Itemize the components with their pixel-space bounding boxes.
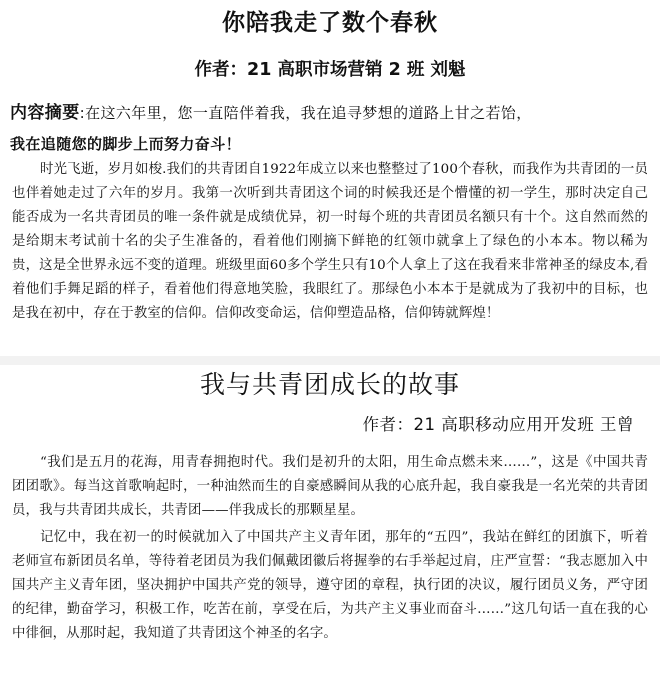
article2-title: 我与共青团成长的故事 [199,370,460,399]
abstract-line-2: 我在追随您的脚步上而努力奋斗！ [10,135,242,153]
article1-title: 你陪我走了数个春秋 [222,10,438,36]
article2-paragraph-2: 记忆中，我在初一的时候就加入了中国共产主义青年团，那年的“五四”，我站在鲜红的团旗下，听着老师宣布新团员名单，等待着老团员为我们佩戴团徽后将握拳的右手举起过肩，庄严宣誓：“我志愿加入中国共产主义青年团，坚决拥护中国共产党的领导，遵守团的章程，执行团的决议，履行团员义务，严守团的纪律，勤奋学习，积极工作，吃苦在前，享受在后，为共产主义事业而奋斗……”这几句话一直在我的心中徘徊，从那时起，我知道了共青团这个神圣的名字。 [12,530,648,641]
article2-author: 作者：21 高职移动应用开发班 王曾 [362,415,634,434]
abstract-label: 内容摘要 [10,103,80,123]
article-card-2 [0,365,660,680]
article1-body: 时光飞逝，岁月如梭.我们的共青团自1922年成立以来也整整过了100个春秋，而我作为共青团的一员也伴着她走过了六年的岁月。我第一次听到共青团这个词的时候我还是个懵懂的初一学生，那时决定自己能否成为一名共青团员的唯一条件就是成绩优异，初一时每个班的共青团员名额只有十个。这自然而然的是给期末考试前十名的尖子生准备的，看着他们刚摘下鲜艳的红领巾就拿上了绿色的小本本。物以稀为贵，这是全世界永远不变的道理。班级里面60多个学生只有10个人拿上了这在我看来非常神圣的绿皮本,看着他们手舞足蹈的样子，看着他们得意地笑脸，我眼红了。那绿色小本本于是就成为了我初中的目标，也是我在初中，存在于教室的信仰。信仰改变命运，信仰塑造品格，信仰铸就辉煌！ [12,162,648,321]
article2-paragraph-1: “我们是五月的花海，用青春拥抱时代。我们是初升的太阳，用生命点燃未来……”，这是《中国共青团团歌》。每当这首歌响起时，一种油然而生的自豪感瞬间从我的心底升起，我自豪我是一名光荣的共青团员，我与共青团共成长，共青团——伴我成长的那颗星星。 [12,455,648,518]
article1-abstract [10,98,650,160]
abstract-line-1: :在这六年里，您一直陪伴着我，我在追寻梦想的道路上甘之若饴， [79,104,532,122]
article1-author: 作者：21 高职市场营销 2 班 刘魁 [194,60,466,80]
